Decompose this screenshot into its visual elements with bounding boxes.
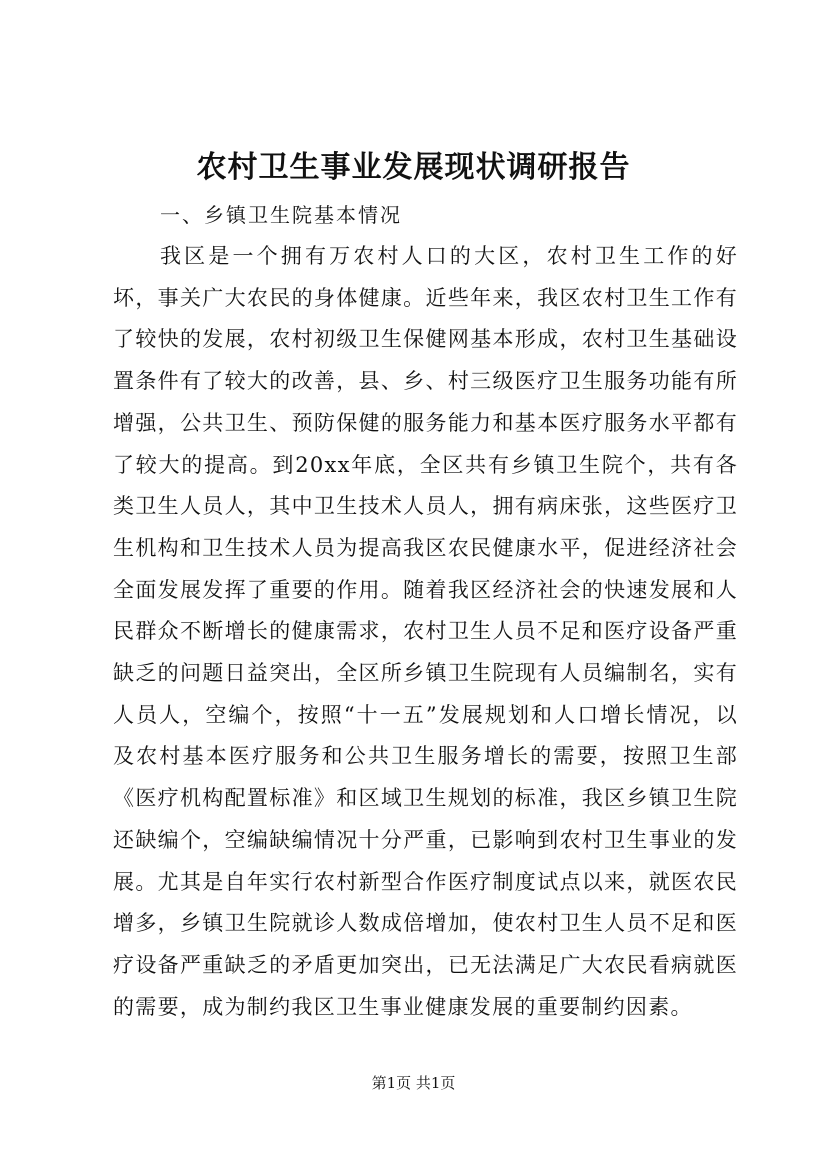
- section-heading: 一、乡镇卫生院基本情况: [160, 203, 402, 227]
- page-footer: 第1页 共1页: [371, 1074, 456, 1092]
- document-title: 农村卫生事业发展现状调研报告: [196, 150, 631, 185]
- body-paragraph: 我区是一个拥有万农村人口的大区，农村卫生工作的好坏，事关广大农民的身体健康。近些年来，我区农村卫生工作有了较快的发展，农村初级卫生保健网基本形成，农村卫生基础设置条件有了较大的改善，县、乡、村三级医疗卫生服务功能有所增强，公共卫生、预防保健的服务能力和基本医疗服务水平都有了较大的提高。到20xx年底，全区共有乡镇卫生院个，共有各类卫生人员人，其中卫生技术人员人，拥有病床张，这些医疗卫生机构和卫生技术人员为提高我区农民健康水平，促进经济社会全面发展发挥了重要的作用。随着我区经济社会的快速发展和人民群众不断增长的健康需求，农村卫生人员不足和医疗设备严重缺乏的问题日益突出，全区所乡镇卫生院现有人员编制名，实有人员人，空编个，按照“十一五”发展规划和人口增长情况，以及农村基本医疗服务和公共卫生服务增长的需要，按照卫生部《医疗机构配置标准》和区域卫生规划的标准，我区乡镇卫生院还缺编个，空编缺编情况十分严重，已影响到农村卫生事业的发展。尤其是自年实行农村新型合作医疗制度试点以来，就医农民增多，乡镇卫生院就诊人数成倍增加，使农村卫生人员不足和医疗设备严重缺乏的矛盾更加突出，已无法满足广大农民看病就医的需要，成为制约我区卫生事业健康发展的重要制约因素。: [113, 244, 738, 1019]
